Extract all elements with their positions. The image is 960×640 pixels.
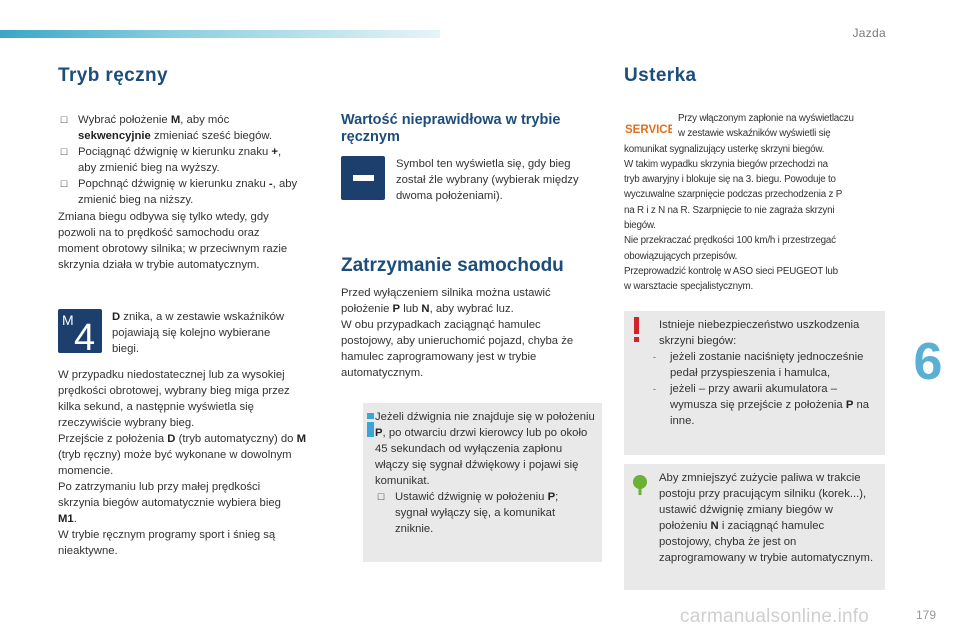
arrow-bullet-icon: ☐ (377, 492, 386, 502)
left-paragraph-2: W przypadku niedostatecznej lub za wysokiej prędkości obrotowej, wybrany bieg miga przez kilka sekund, a następnie wyświetla się rzeczywiście wybrany bieg. (58, 369, 290, 429)
warning-list (650, 349, 882, 429)
dash-bullet-icon: - (653, 384, 656, 394)
dash-bullet-icon: - (653, 352, 656, 362)
arrow-bullet-icon: ☐ (60, 179, 69, 189)
fault-line: tryb awaryjny i blokuje się na 3. biegu. Powoduje to (624, 174, 836, 186)
left-bullet-list (58, 112, 298, 208)
gear-number-text: 4 (74, 317, 96, 353)
eco-leaf-icon (630, 474, 650, 496)
gear-m4-icon (58, 309, 102, 353)
gear-m-text: M (62, 312, 74, 328)
list-item: - jeżeli zostanie naciśnięty jednocześnie pedał przyspieszenia i hamulca, (653, 351, 864, 379)
fault-line: biegów. (624, 220, 656, 232)
middle-paragraph-2: W obu przypadkach zaciągnąć hamulec postojowy, aby unieruchomić pojazd, chyba że hamulec zaprogramowany jest w trybie automatycznym. (341, 319, 574, 379)
warning-box (624, 311, 885, 455)
arrow-bullet-icon: ☐ (60, 115, 69, 125)
info-box-list (375, 489, 590, 537)
fault-line: Przeprowadzić kontrolę w ASO sieci PEUGEOT lub (624, 265, 838, 277)
fault-line: wyczuwalne szarpnięcie podczas przechodzenia z P (624, 189, 843, 201)
fault-line: Przy włączonym zapłonie na wyświetlaczu (678, 113, 854, 124)
info-box-text: Jeżeli dźwignia nie znajduje się w położeniu P, po otwarciu drzwi kierowcy lub po około 45 sekundach od wyłączenia zapłonu włączy się sygnał dźwiękowy i pojawi się komunikat. (375, 411, 595, 487)
left-paragraph-3: Przejście z położenia D (tryb automatyczny) do M (tryb ręczny) może być wykonane w dowolnym momencie. (58, 433, 307, 477)
list-item: ☐ Ustawić dźwignię w położeniu P; sygnał wyłączy się, a komunikat zniknie. (377, 491, 559, 535)
list-item: ☐ Pociągnąć dźwignię w kierunku znaku +, aby zmienić bieg na wyższy. (60, 146, 282, 174)
right-fault-description (624, 111, 890, 295)
left-icon-description: D znika, a w zestawie wskaźników pojawiają się kolejno wybierane biegi. (112, 311, 285, 355)
fault-line: na R i z N na R. Szarpnięcie to nie zagraża skrzyni (624, 204, 835, 216)
list-item: - jeżeli – przy awarii akumulatora – wymusza się przejście z położenia P na inne. (653, 383, 870, 427)
arrow-bullet-icon: ☐ (60, 147, 69, 157)
eco-tip-text: Aby zmniejszyć zużycie paliwa w trakcie postoju przy pracującym silniku (korek...), ustawić dźwignię zmiany biegów w położeniu N i zaciągnąć hamulec postojowy, chyba że jest on zaprogramowany w trybie automatycznym. (659, 472, 874, 564)
fault-line: w warsztacie specjalistycznym. (624, 281, 754, 293)
section-label: Jazda (852, 26, 886, 40)
fault-line: komunikat sygnalizujący usterkę skrzyni biegów. (624, 143, 825, 155)
left-paragraph-1: Zmiana biegu odbywa się tylko wtedy, gdy pozwoli na to prędkość samochodu oraz moment obrotowy silnika; w przeciwnym razie skrzynia działa w trybie automatycznym. (58, 211, 288, 271)
minus-symbol-icon (341, 156, 385, 200)
exclamation-warning-icon (634, 317, 640, 343)
middle-paragraph-1: Przed wyłączeniem silnika można ustawić położenie P lub N, aby wybrać luz. (341, 287, 551, 315)
chapter-tab-number: 6 (903, 330, 953, 394)
middle-section-title-stop: Zatrzymanie samochodu (341, 255, 564, 276)
watermark: carmanualsonline.info (680, 606, 870, 627)
info-box (363, 403, 602, 562)
fault-line: w zestawie wskaźników wyświetli się (678, 128, 831, 140)
service-label: SERVICE (625, 124, 672, 136)
middle-icon-description: Symbol ten wyświetla się, gdy bieg został źle wybrany (wybierak między dwoma położeniami). (396, 158, 579, 202)
header-color-bar (0, 30, 440, 38)
left-paragraph-4: Po zatrzymaniu lub przy małej prędkości skrzynia biegów automatycznie wybiera bieg M1. (58, 481, 281, 525)
page-number: 179 (915, 608, 936, 622)
middle-subtitle-invalid-value: Wartość nieprawidłowa w trybie ręcznym (341, 112, 561, 145)
fault-line: Nie przekraczać prędkości 100 km/h i przestrzegać (624, 235, 836, 247)
fault-line: W takim wypadku skrzynia biegów przechodzi na (624, 158, 828, 170)
fault-line: obowiązujących przepisów. (624, 250, 738, 262)
left-paragraph-5: W trybie ręcznym programy sport i śnieg są nieaktywne. (58, 529, 276, 557)
eco-tip-box (624, 464, 885, 590)
list-item: ☐ Popchnąć dźwignię w kierunku znaku -, aby zmienić bieg na niższy. (60, 178, 298, 206)
right-section-title: Usterka (624, 65, 697, 86)
left-section-title: Tryb ręczny (58, 65, 169, 86)
info-icon (367, 413, 374, 437)
warning-intro: Istnieje niebezpieczeństwo uszkodzenia skrzyni biegów: (659, 319, 860, 347)
list-item: ☐ Wybrać położenie M, aby móc sekwencyjnie zmieniać sześć biegów. (60, 114, 273, 142)
